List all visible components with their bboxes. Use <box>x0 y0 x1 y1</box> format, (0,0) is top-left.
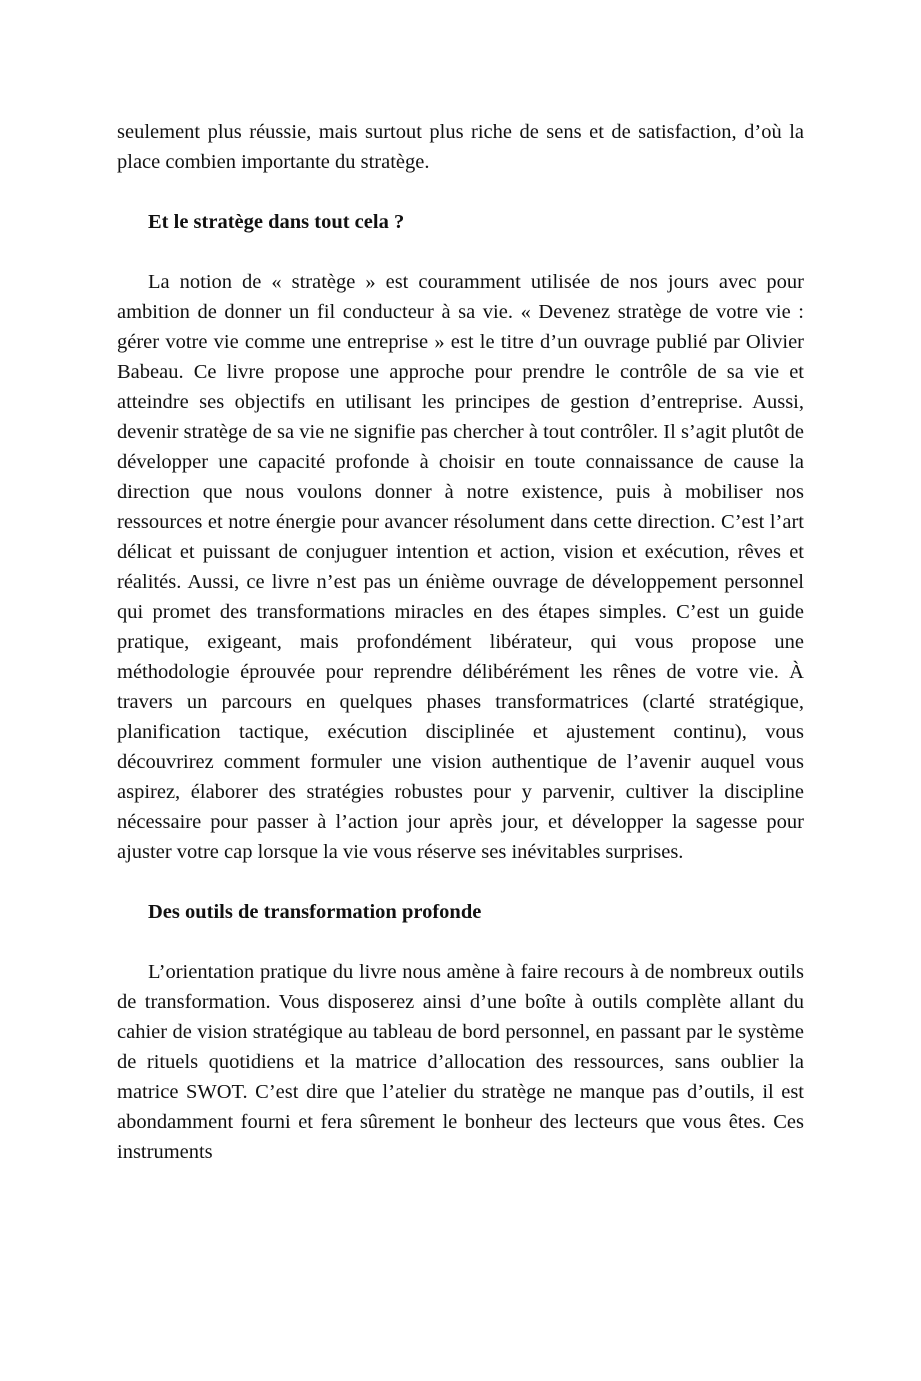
paragraph-continuation: seulement plus réussie, mais surtout plus riche de sens et de satisfaction, d’où la place combien importante du stratège. <box>117 121 804 173</box>
document-page <box>117 117 804 1167</box>
paragraph-strategist-notion: La notion de « stratège » est couramment utilisée de nos jours avec pour ambition de donner un fil conducteur à sa vie. « Devenez stratège de votre vie : gérer votre vie comme une entreprise » est le titre d’un ouvrage publié par Olivier Babeau. Ce livre propose une approche pour prendre le contrôle de sa vie et atteindre ses objectifs en utilisant les principes de gestion d’entreprise. Aussi, devenir stratège de sa vie ne signifie pas chercher à tout contrôler. Il s’agit plutôt de développer une capacité profonde à choisir en toute connaissance de cause la direction que nous voulons donner à notre existence, puis à mobiliser nos ressources et notre énergie pour avancer résolument dans cette direction. C’est l’art délicat et puissant de conjuguer intention et action, vision et exécution, rêves et réalités. Aussi, ce livre n’est pas un énième ouvrage de développement personnel qui promet des transformations miracles en des étapes simples. C’est un guide pratique, exigeant, mais profondément libérateur, qui vous propose une méthodologie éprouvée pour reprendre délibérément les rênes de votre vie. À travers un parcours en quelques phases transformatrices (clarté stratégique, planification tactique, exécution disciplinée et ajustement continu), vous découvrirez comment formuler une vision authentique de l’avenir auquel vous aspirez, élaborer des stratégies robustes pour y parvenir, cultiver la discipline nécessaire pour passer à l’action jour après jour, et développer la sagesse pour ajuster votre cap lorsque la vie vous réserve ses inévitables surprises. <box>117 271 804 863</box>
section-heading-strategist: Et le stratège dans tout cela ? <box>148 211 405 233</box>
paragraph-tools: L’orientation pratique du livre nous amène à faire recours à de nombreux outils de transformation. Vous disposerez ainsi d’une boîte à outils complète allant du cahier de vision stratégique au tableau de bord personnel, en passant par le système de rituels quotidiens et la matrice d’allocation des ressources, sans oublier la matrice SWOT. C’est dire que l’atelier du stratège ne manque pas d’outils, il est abondamment fourni et fera sûrement le bonheur des lecteurs que vous êtes. Ces instruments <box>117 961 804 1163</box>
section-heading-tools: Des outils de transformation profonde <box>148 901 482 923</box>
